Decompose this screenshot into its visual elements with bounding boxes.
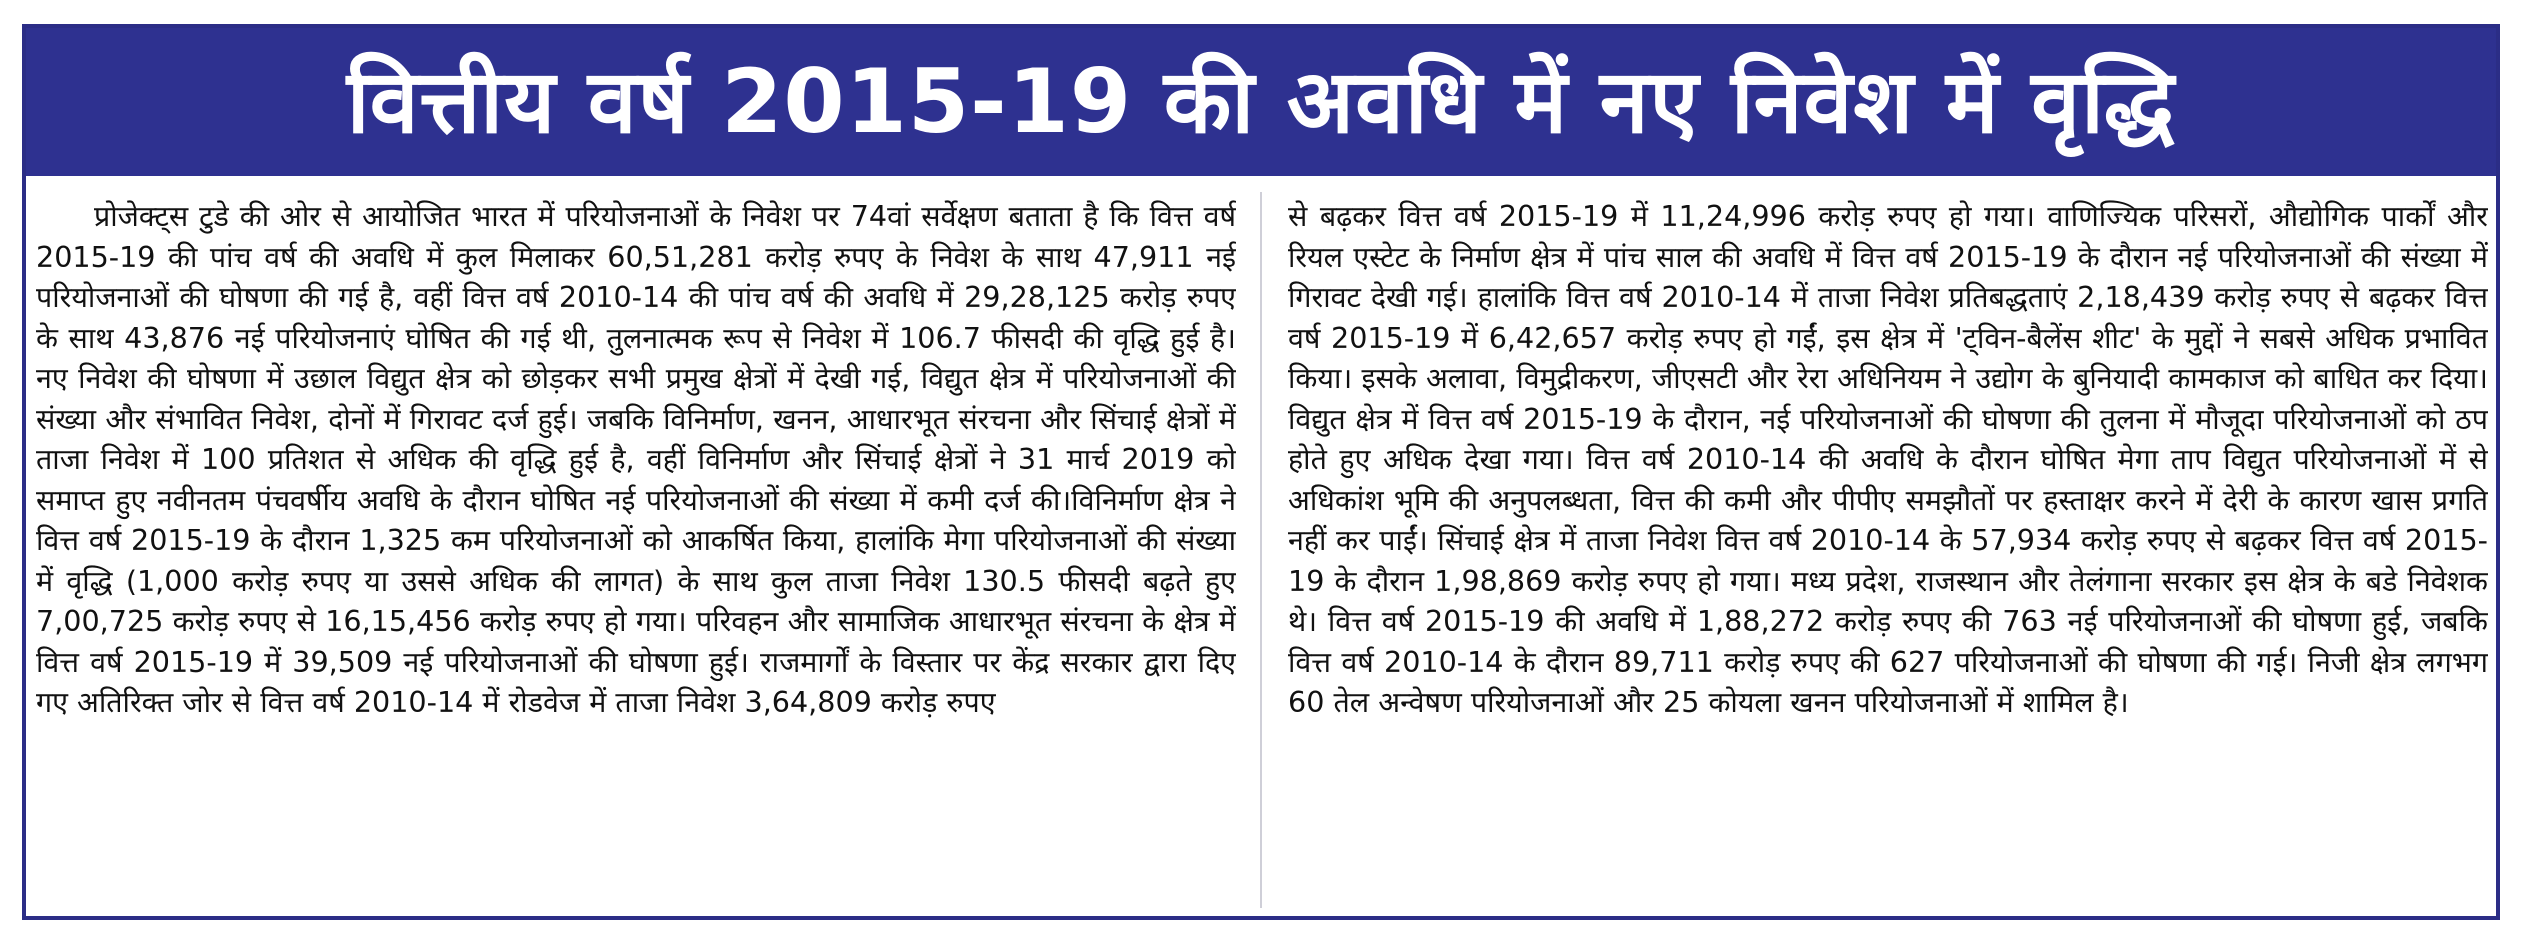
article-column-right: से बढ़कर वित्त वर्ष 2015-19 में 11,24,996 करोड़ रुपए हो गया। वाणिज्यिक परिसरों, औद्योगिक पार्कों और रियल एस्टेट के निर्माण क्षेत्र में पांच साल की अवधि में वित्त वर्ष 2015-19 के दौरान नई परियोजनाओं की संख्या में गिरावट देखी गई। हालांकि वित्त वर्ष 2010-14 में ताजा निवेश प्रतिबद्धताएं 2,18,439 करोड़ रुपए से बढ़कर वित्त वर्ष 2015-19 में 6,42,657 करोड़ रुपए हो गईं, इस क्षेत्र में 'ट्विन-बैलेंस शीट' के मुद्दों ने सबसे अधिक प्रभावित किया। इसके अलावा, विमुद्रीकरण, जीएसटी और रेरा अधिनियम ने उद्योग के बुनियादी कामकाज को बाधित कर दिया। विद्युत क्षेत्र में वित्त वर्ष 2015-19 के दौरान, नई परियोजनाओं की घोषणा की तुलना में मौजूदा परियोजनाओं को ठप होते हुए अधिक देखा गया। वित्त वर्ष 2010-14 की अवधि के दौरान घोषित मेगा ताप विद्युत परियोजनाओं में से अधिकांश भूमि की अनुपलब्धता, वित्त की कमी और पीपीए समझौतों पर हस्ताक्षर करने में देरी के कारण खास प्रगति नहीं कर पाईं। सिंचाई क्षेत्र में ताजा निवेश वित्त वर्ष 2010-14 के 57,934 करोड़ रुपए से बढ़कर वित्त वर्ष 2015-19 के दौरान 1,98,869 करोड़ रुपए हो गया। मध्य प्रदेश, राजस्थान और तेलंगाना सरकार इस क्षेत्र के बडे निवेशक थे। वित्त वर्ष 2015-19 की अवधि में 1,88,272 करोड़ रुपए की 763 नई परियोजनाओं की घोषणा हुई, जबकि वित्त वर्ष 2010-14 के दौरान 89,711 करोड़ रुपए की 627 परियोजनाओं की घोषणा की गई। निजी क्षेत्र लगभग 60 तेल अन्वेषण परियोजनाओं और 25 कोयला खनन परियोजनाओं में शामिल है। [1288, 199, 2488, 719]
article-headline: वित्तीय वर्ष 2015-19 की अवधि में नए निवेश में वृद्धि [346, 50, 2176, 153]
article-column-left: प्रोजेक्ट्स टुडे की ओर से आयोजित भारत में परियोजनाओं के निवेश पर 74वां सर्वेक्षण बताता है कि वित्त वर्ष 2015-19 की पांच वर्ष की अवधि में कुल मिलाकर 60,51,281 करोड़ रुपए के निवेश के साथ 47,911 नई परियोजनाओं की घोषणा की गई है, वहीं वित्त वर्ष 2010-14 की पांच वर्ष की अवधि में 29,28,125 करोड़ रुपए के साथ 43,876 नई परियोजनाएं घोषित की गई थी, तुलनात्मक रूप से निवेश में 106.7 फीसदी की वृद्धि हुई है। नए निवेश की घोषणा में उछाल विद्युत क्षेत्र को छोड़कर सभी प्रमुख क्षेत्रों में देखी गई, विद्युत क्षेत्र में परियोजनाओं की संख्या और संभावित निवेश, दोनों में गिरावट दर्ज हुई। जबकि विनिर्माण, खनन, आधारभूत संरचना और सिंचाई क्षेत्रों में ताजा निवेश में 100 प्रतिशत से अधिक की वृद्धि हुई है, वहीं विनिर्माण और सिंचाई क्षेत्रों ने 31 मार्च 2019 को समाप्त हुए नवीनतम पंचवर्षीय अवधि के दौरान घोषित नई परियोजनाओं की संख्या में कमी दर्ज की।विनिर्माण क्षेत्र ने वित्त वर्ष 2015-19 के दौरान 1,325 कम परियोजनाओं को आकर्षित किया, हालांकि मेगा परियोजनाओं की संख्या में वृद्धि (1,000 करोड़ रुपए या उससे अधिक की लागत) के साथ कुल ताजा निवेश 130.5 फीसदी बढ़ते हुए 7,00,725 करोड़ रुपए से 16,15,456 करोड़ रुपए हो गया। परिवहन और सामाजिक आधारभूत संरचना के क्षेत्र में वित्त वर्ष 2015-19 में 39,509 नई परियोजनाओं की घोषणा हुई। राजमार्गों के विस्तार पर केंद्र सरकार द्वारा दिए गए अतिरिक्त जोर से वित्त वर्ष 2010-14 में रोडवेज में ताजा निवेश 3,64,809 करोड़ रुपए [36, 199, 1236, 719]
article-body [26, 184, 2496, 916]
article-frame [22, 24, 2500, 920]
column-divider [1260, 192, 1262, 908]
headline-banner [26, 28, 2496, 176]
